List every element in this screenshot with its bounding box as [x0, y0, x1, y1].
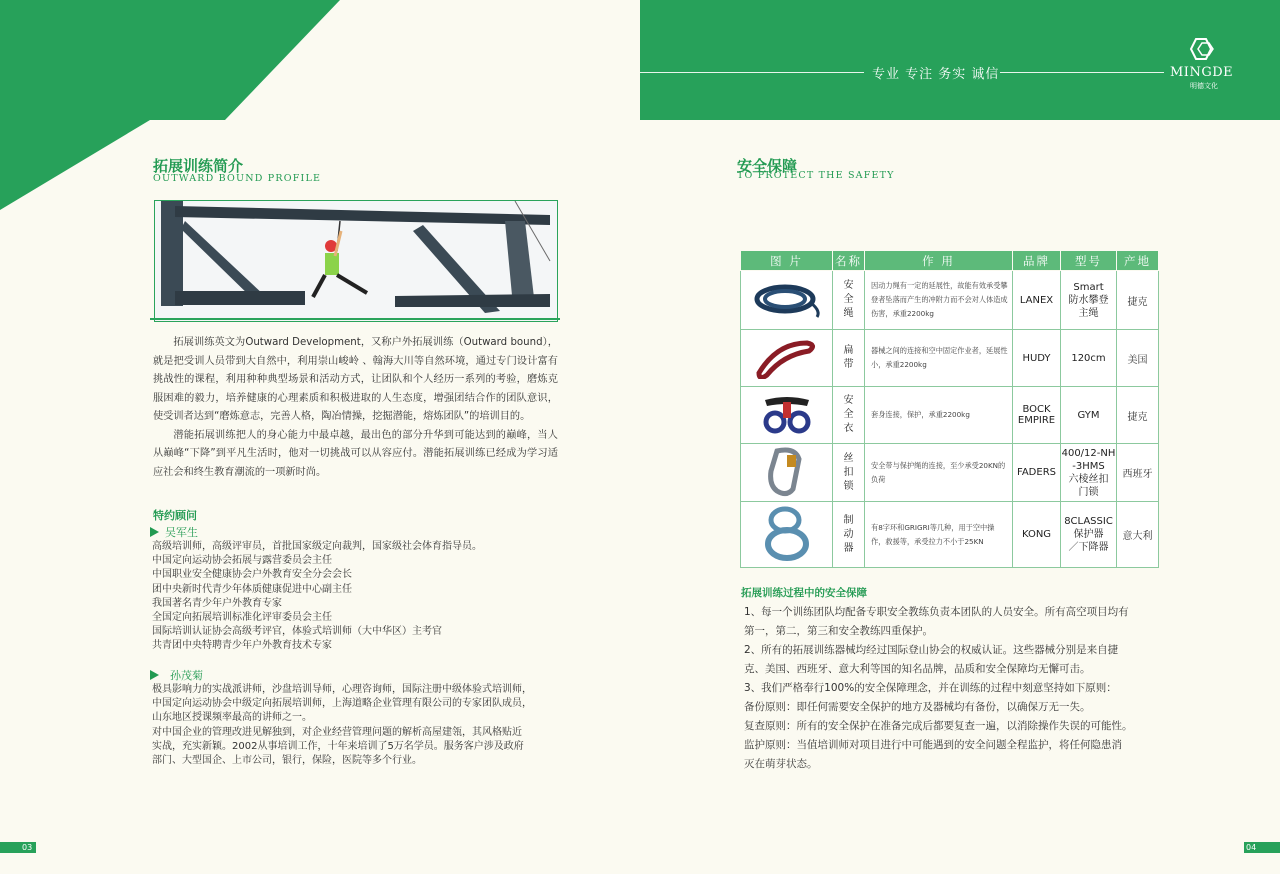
high-ropes-photo-image — [155, 201, 557, 321]
item-name: 扁带 — [843, 345, 854, 370]
table-row — [741, 502, 1159, 568]
slogan: 专业 专注 务实 诚信 — [872, 67, 1000, 82]
model-line: 120cm — [1071, 352, 1106, 364]
safety-line: 第一，第二，第三和安全教练四重保护。 — [744, 625, 933, 637]
model-line: -3HMS — [1072, 460, 1105, 472]
intro-paragraph-2: 潜能拓展训练把人的身心能力中最卓越，最出色的部分升华到可能达到的巅峰，当人从巅峰“下降”到平凡生活时，他对一切挑战可以从容应付。潜能拓展训练已经成为学习适应社会和终生教育潮流的一项新时尚。 — [153, 429, 558, 478]
item-origin: 意大利 — [1117, 502, 1159, 568]
item-brand: LANEX — [1013, 271, 1061, 330]
safety-line: 1、每一个训练团队均配备专职安全教练负责本团队的人员安全。所有高空项目均有 — [744, 606, 1129, 618]
item-use: 器械之间的连接和空中固定作业者，延展性小，承重2200kg — [865, 330, 1013, 387]
page-number-right: 04 — [1246, 843, 1257, 852]
item-model — [1061, 387, 1117, 444]
safety-line: 克、美国、西班牙、意大利等国的知名品牌，品质和安全保障均无懈可击。 — [744, 663, 1091, 675]
column-header: 型号 — [1061, 251, 1117, 271]
table-row — [741, 330, 1159, 387]
intro-paragraph-1: 拓展训练英文为Outward Development，又称户外拓展训练（Outward bound），就是把受训人员带到大自然中，利用崇山峻岭 、翰海大川等自然环境，通过专门设计富有挑战性的课程，利用种种典型场景和活动方式，让团队和个人经历一系列的考验，磨炼克服困难的毅力，培养健康的心理素质和积极进取的人生态度，增强团结合作的团队意识，使受训者达到“磨炼意志，完善人格，陶冶情操，挖掘潜能，熔炼团队”的培训目的。 — [153, 337, 558, 422]
table-row — [741, 444, 1159, 502]
item-name-cell — [833, 502, 865, 568]
item-model — [1061, 271, 1117, 330]
model-line: 防水攀登 — [1068, 294, 1109, 306]
item-use: 套身连接，保护，承重2200kg — [865, 387, 1013, 444]
consultant-bio — [152, 540, 482, 654]
bio-line: 极具影响力的实战派讲师，沙盘培训导师，心理咨询师，国际注册中级体验式培训师， — [152, 684, 532, 695]
carabiner-icon — [741, 444, 833, 502]
item-name: 丝扣锁 — [843, 452, 854, 492]
bio-line: 共青团中央特聘青少年户外教育技术专家 — [152, 640, 332, 652]
model-line: GYM — [1077, 409, 1100, 421]
intro-text — [153, 334, 558, 482]
model-line: 门锁 — [1078, 486, 1099, 498]
item-use: 有8字环和GRIGRI等几种，用于空中操作，救援等，承受拉力不小于25KN — [865, 502, 1013, 568]
training-photo — [154, 200, 558, 322]
bio-line: 我国著名青少年户外教育专家 — [152, 597, 282, 609]
item-model — [1061, 444, 1117, 502]
safety-text — [744, 603, 1160, 774]
item-name: 安全衣 — [843, 395, 854, 434]
model-line: ／下降器 — [1068, 542, 1109, 553]
column-header: 名称 — [833, 251, 865, 271]
harness-icon — [741, 387, 833, 444]
bio-line: 高级培训师，高级评审员，首批国家级定向裁判，国家级社会体育指导员。 — [152, 541, 482, 552]
item-name-cell — [833, 444, 865, 502]
column-header: 产地 — [1117, 251, 1159, 271]
item-name: 安全绳 — [843, 280, 854, 319]
bio-line: 中国职业安全健康协会户外教育安全分会会长 — [152, 569, 352, 581]
item-origin: 美国 — [1117, 330, 1159, 387]
page-number-left: 03 — [22, 843, 33, 852]
triangle-bullet-icon — [150, 527, 159, 537]
item-brand: HUDY — [1013, 330, 1061, 387]
safety-line: 2、所有的拓展训练器械均经过国际登山协会的权威认证。这些器械分别是来自捷 — [744, 644, 1119, 656]
model-line: 400/12-NH — [1061, 447, 1116, 459]
model-line: 主绳 — [1078, 307, 1099, 319]
safety-line: 复查原则：所有的安全保护在准备完成后都要复查一遍，以消除操作失误的可能性。 — [744, 720, 1133, 732]
model-line: 8CLASSIC — [1064, 516, 1113, 527]
item-use: 因动力绳有一定的延展性，故能有效承受攀登者坠落而产生的冲附力而不会对人体造成伤害，承重2200kg — [865, 271, 1013, 330]
rope-icon — [741, 271, 833, 330]
bio-line: 团中央新时代青少年体质健康促进中心副主任 — [152, 583, 352, 595]
safety-line: 灭在萌芽状态。 — [744, 758, 818, 770]
consultant-name: 孙茂菊 — [170, 669, 203, 682]
column-header: 作 用 — [865, 251, 1013, 271]
safety-heading: 拓展训练过程中的安全保障 — [741, 587, 867, 599]
bio-line: 中国定向运动协会中级定向拓展培训师，上海道略企业管理有限公司的专家团队成员， — [152, 698, 532, 710]
left-corner-triangle — [0, 120, 150, 210]
item-model — [1061, 502, 1117, 568]
bio-line: 中国定向运动协会拓展与露营委员会主任 — [152, 555, 332, 567]
safety-line: 监护原则：当值培训师对项目进行中可能遇到的安全问题全程监护，将任何隐患消 — [744, 739, 1122, 751]
item-origin: 捷克 — [1117, 271, 1159, 330]
bio-line: 对中国企业的管理改进见解独到，对企业经营管理问题的解析高屋建瓴，其风格贴近 — [152, 726, 522, 738]
mingde-logo-icon — [1185, 37, 1221, 63]
item-name-cell — [833, 387, 865, 444]
table-header-row — [741, 251, 1159, 271]
item-use: 安全带与保护绳的连接，至少承受20KN的负荷 — [865, 444, 1013, 502]
photo-underline — [150, 318, 560, 320]
item-brand: FADERS — [1013, 444, 1061, 502]
model-line: Smart — [1073, 281, 1104, 293]
item-origin: 西班牙 — [1117, 444, 1159, 502]
safety-line: 3、我们严格奉行100%的安全保障理念，并在训练的过程中刻意坚持如下原则： — [744, 682, 1117, 694]
triangle-bullet-icon — [150, 670, 159, 680]
item-model — [1061, 330, 1117, 387]
brand-subtitle: 明德文化 — [1190, 82, 1218, 90]
slogan-rule-right — [1000, 72, 1164, 73]
bio-line: 全国定向拓展培训标准化评审委员会主任 — [152, 612, 332, 624]
item-name-cell — [833, 330, 865, 387]
left-section-title: 拓展训练简介 — [153, 157, 244, 175]
bio-line: 部门、大型国企、上市公司，银行，保险，医院等多个行业。 — [152, 755, 422, 767]
slogan-rule-left — [640, 72, 864, 73]
item-name-cell — [833, 271, 865, 330]
consultant-name: 吴军生 — [165, 526, 198, 539]
item-brand: KONG — [1013, 502, 1061, 568]
bio-line: 实战，充实新颖。2002从事培训工作，十年来培训了5万名学员。服务客户涉及政府 — [152, 740, 524, 752]
column-header: 品牌 — [1013, 251, 1061, 271]
safety-line: 备份原则：即任何需要安全保护的地方及器械均有备份，以确保万无一失。 — [744, 701, 1091, 713]
column-header: 图 片 — [741, 251, 833, 271]
table-row — [741, 271, 1159, 330]
model-line: 保护器 — [1073, 529, 1104, 540]
brand-name: MINGDE — [1170, 65, 1234, 80]
figure-eight-icon — [741, 502, 833, 568]
sling-icon — [741, 330, 833, 387]
equipment-table — [740, 250, 1159, 568]
consultants-heading: 特约顾问 — [153, 509, 197, 522]
left-section-subtitle: OUTWARD BOUND PROFILE — [153, 173, 322, 184]
model-line: 六棱丝扣 — [1068, 473, 1109, 485]
right-section-title: 安全保障 — [737, 157, 798, 175]
table-row — [741, 387, 1159, 444]
bio-line: 国际培训认证协会高级考评官，体验式培训师（大中华区）主考官 — [152, 626, 442, 638]
consultant-bio — [152, 683, 532, 768]
item-origin: 捷克 — [1117, 387, 1159, 444]
bio-line: 山东地区授课频率最高的讲师之一。 — [152, 712, 312, 724]
item-brand: BOCK EMPIRE — [1013, 387, 1061, 444]
item-name: 制动器 — [843, 514, 854, 554]
right-section-subtitle: TO PROTECT THE SAFETY — [737, 170, 895, 181]
